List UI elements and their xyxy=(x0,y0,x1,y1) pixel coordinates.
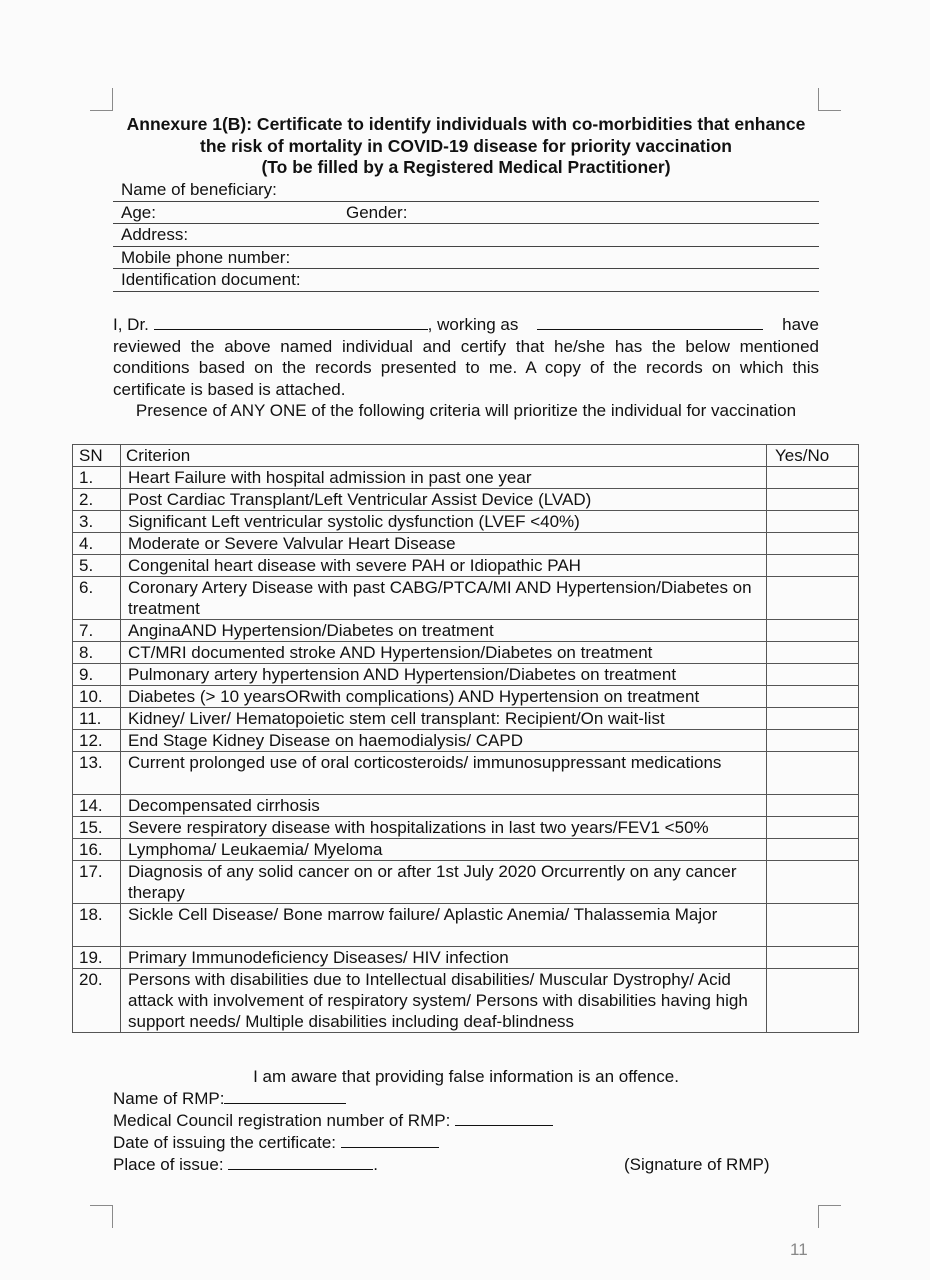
table-row xyxy=(73,969,859,1033)
row-sn: 8. xyxy=(73,642,121,664)
row-sn: 18. xyxy=(73,904,121,947)
row-sn: 4. xyxy=(73,533,121,555)
row-criterion: Primary Immunodeficiency Diseases/ HIV infection xyxy=(121,947,767,969)
row-yesno-cell[interactable] xyxy=(767,555,859,577)
row-criterion: Sickle Cell Disease/ Bone marrow failure/ Aplastic Anemia/ Thalassemia Major xyxy=(121,904,767,947)
row-yesno-cell[interactable] xyxy=(767,795,859,817)
row-criterion: Significant Left ventricular systolic dysfunction (LVEF <40%) xyxy=(121,511,767,533)
crop-mark-bottom-right xyxy=(818,1205,841,1228)
row-criterion: Heart Failure with hospital admission in past one year xyxy=(121,467,767,489)
crop-mark-top-right xyxy=(818,88,841,111)
row-criterion: End Stage Kidney Disease on haemodialysis/ CAPD xyxy=(121,730,767,752)
table-row xyxy=(73,686,859,708)
row-sn: 12. xyxy=(73,730,121,752)
issue-date-blank[interactable] xyxy=(341,1132,439,1148)
row-criterion: Decompensated cirrhosis xyxy=(121,795,767,817)
row-sn: 10. xyxy=(73,686,121,708)
header-sn: SN xyxy=(73,445,121,467)
address-label: Address: xyxy=(121,225,189,244)
table-row xyxy=(73,664,859,686)
row-yesno-cell[interactable] xyxy=(767,904,859,947)
table-row xyxy=(73,467,859,489)
heading-line-1: Annexure 1(B): Certificate to identify individuals with co-morbidities that enhance xyxy=(126,114,806,134)
row-criterion: Post Cardiac Transplant/Left Ventricular Assist Device (LVAD) xyxy=(121,489,767,511)
row-criterion: Kidney/ Liver/ Hematopoietic stem cell transplant: Recipient/On wait-list xyxy=(121,708,767,730)
row-yesno-cell[interactable] xyxy=(767,730,859,752)
row-criterion: Persons with disabilities due to Intellectual disabilities/ Muscular Dystrophy/ Acid attack with involvement of respiratory system/ Persons with disabilities having high support needs/ Multiple disabilities including deaf-blindness xyxy=(121,969,767,1033)
row-criterion: Moderate or Severe Valvular Heart Disease xyxy=(121,533,767,555)
row-criterion: Severe respiratory disease with hospitalizations in last two years/FEV1 <50% xyxy=(121,817,767,839)
row-yesno-cell[interactable] xyxy=(767,620,859,642)
row-yesno-cell[interactable] xyxy=(767,467,859,489)
row-sn: 9. xyxy=(73,664,121,686)
declaration-have: have xyxy=(782,315,819,334)
certificate-heading xyxy=(110,114,822,179)
declaration-body: reviewed the above named individual and certify that he/she has the below mentioned conditions based on the records presented to me. A copy of the records on which this certificate is based is attached. xyxy=(113,336,819,399)
row-yesno-cell[interactable] xyxy=(767,686,859,708)
table-row xyxy=(73,577,859,620)
row-yesno-cell[interactable] xyxy=(767,969,859,1033)
beneficiary-name-field[interactable] xyxy=(113,179,819,202)
row-criterion: Lymphoma/ Leukaemia/ Myeloma xyxy=(121,839,767,861)
table-row xyxy=(73,839,859,861)
row-criterion: Coronary Artery Disease with past CABG/PTCA/MI AND Hypertension/Diabetes on treatment xyxy=(121,577,767,620)
row-sn: 17. xyxy=(73,861,121,904)
row-criterion: AnginaAND Hypertension/Diabetes on treatment xyxy=(121,620,767,642)
address-field[interactable] xyxy=(113,224,819,247)
table-row xyxy=(73,620,859,642)
row-sn: 13. xyxy=(73,752,121,795)
signature-label: (Signature of RMP) xyxy=(624,1155,770,1174)
row-yesno-cell[interactable] xyxy=(767,861,859,904)
table-row xyxy=(73,795,859,817)
header-yesno: Yes/No xyxy=(767,445,859,467)
table-row xyxy=(73,708,859,730)
row-sn: 14. xyxy=(73,795,121,817)
table-row xyxy=(73,904,859,947)
row-criterion: CT/MRI documented stroke AND Hypertension/Diabetes on treatment xyxy=(121,642,767,664)
row-criterion: Diabetes (> 10 yearsORwith complications) AND Hypertension on treatment xyxy=(121,686,767,708)
row-yesno-cell[interactable] xyxy=(767,533,859,555)
council-number-blank[interactable] xyxy=(455,1110,553,1126)
criteria-table xyxy=(72,444,859,1033)
criteria-intro: Presence of ANY ONE of the following criteria will prioritize the individual for vaccination xyxy=(135,401,797,420)
gender-label: Gender: xyxy=(346,202,408,222)
row-yesno-cell[interactable] xyxy=(767,817,859,839)
mobile-label: Mobile phone number: xyxy=(121,247,291,267)
place-of-issue-end: . xyxy=(373,1155,379,1174)
beneficiary-form xyxy=(113,179,819,292)
issue-date-label: Date of issuing the certificate: xyxy=(113,1133,337,1152)
offence-statement: I am aware that providing false information is an offence. xyxy=(253,1067,679,1086)
row-yesno-cell[interactable] xyxy=(767,708,859,730)
row-sn: 15. xyxy=(73,817,121,839)
doctor-name-blank[interactable] xyxy=(154,314,428,330)
table-row xyxy=(73,947,859,969)
rmp-details xyxy=(113,1088,553,1176)
header-criterion: Criterion xyxy=(121,445,767,467)
declaration-paragraph xyxy=(113,314,819,400)
crop-mark-top-left xyxy=(90,88,113,111)
row-sn: 2. xyxy=(73,489,121,511)
beneficiary-name-label: Name of beneficiary: xyxy=(121,180,277,199)
row-sn: 11. xyxy=(73,708,121,730)
row-sn: 20. xyxy=(73,969,121,1033)
row-sn: 1. xyxy=(73,467,121,489)
heading-line-2: the risk of mortality in COVID-19 disease for priority vaccination xyxy=(200,135,732,156)
row-criterion: Diagnosis of any solid cancer on or after 1st July 2020 Orcurrently on any cancer therapy xyxy=(121,861,767,904)
rmp-name-blank[interactable] xyxy=(224,1088,346,1104)
declaration-working-as: , working as xyxy=(427,315,519,334)
age-label: Age: xyxy=(121,202,156,222)
row-sn: 16. xyxy=(73,839,121,861)
heading-line-3: (To be filled by a Registered Medical Practitioner) xyxy=(261,157,671,177)
page-number: 11 xyxy=(790,1240,808,1259)
rmp-name-label: Name of RMP: xyxy=(113,1089,225,1108)
table-row xyxy=(73,752,859,795)
table-row xyxy=(73,533,859,555)
table-row xyxy=(73,511,859,533)
row-yesno-cell[interactable] xyxy=(767,642,859,664)
place-of-issue-label: Place of issue: xyxy=(113,1155,224,1174)
mobile-field[interactable] xyxy=(113,247,819,270)
table-row xyxy=(73,642,859,664)
table-row xyxy=(73,555,859,577)
row-yesno-cell[interactable] xyxy=(767,664,859,686)
criteria-table-body xyxy=(73,467,859,1033)
designation-blank[interactable] xyxy=(537,314,763,330)
identification-field[interactable] xyxy=(113,269,819,292)
table-row xyxy=(73,730,859,752)
table-header-row xyxy=(73,445,859,467)
crop-mark-bottom-left xyxy=(90,1205,113,1228)
row-sn: 5. xyxy=(73,555,121,577)
table-row xyxy=(73,489,859,511)
table-row xyxy=(73,861,859,904)
council-number-label: Medical Council registration number of RMP: xyxy=(113,1111,451,1130)
table-row xyxy=(73,817,859,839)
row-criterion: Pulmonary artery hypertension AND Hypertension/Diabetes on treatment xyxy=(121,664,767,686)
declaration-prefix: I, Dr. xyxy=(113,315,149,334)
row-sn: 7. xyxy=(73,620,121,642)
row-yesno-cell[interactable] xyxy=(767,489,859,511)
identification-label: Identification document: xyxy=(121,270,301,289)
row-criterion: Current prolonged use of oral corticosteroids/ immunosuppressant medications xyxy=(121,752,767,795)
row-sn: 3. xyxy=(73,511,121,533)
age-gender-field[interactable] xyxy=(113,202,819,225)
row-yesno-cell[interactable] xyxy=(767,752,859,795)
row-sn: 19. xyxy=(73,947,121,969)
row-yesno-cell[interactable] xyxy=(767,511,859,533)
row-yesno-cell[interactable] xyxy=(767,947,859,969)
row-yesno-cell[interactable] xyxy=(767,577,859,620)
row-criterion: Congenital heart disease with severe PAH or Idiopathic PAH xyxy=(121,555,767,577)
row-yesno-cell[interactable] xyxy=(767,839,859,861)
place-of-issue-blank[interactable] xyxy=(228,1154,373,1170)
row-sn: 6. xyxy=(73,577,121,620)
